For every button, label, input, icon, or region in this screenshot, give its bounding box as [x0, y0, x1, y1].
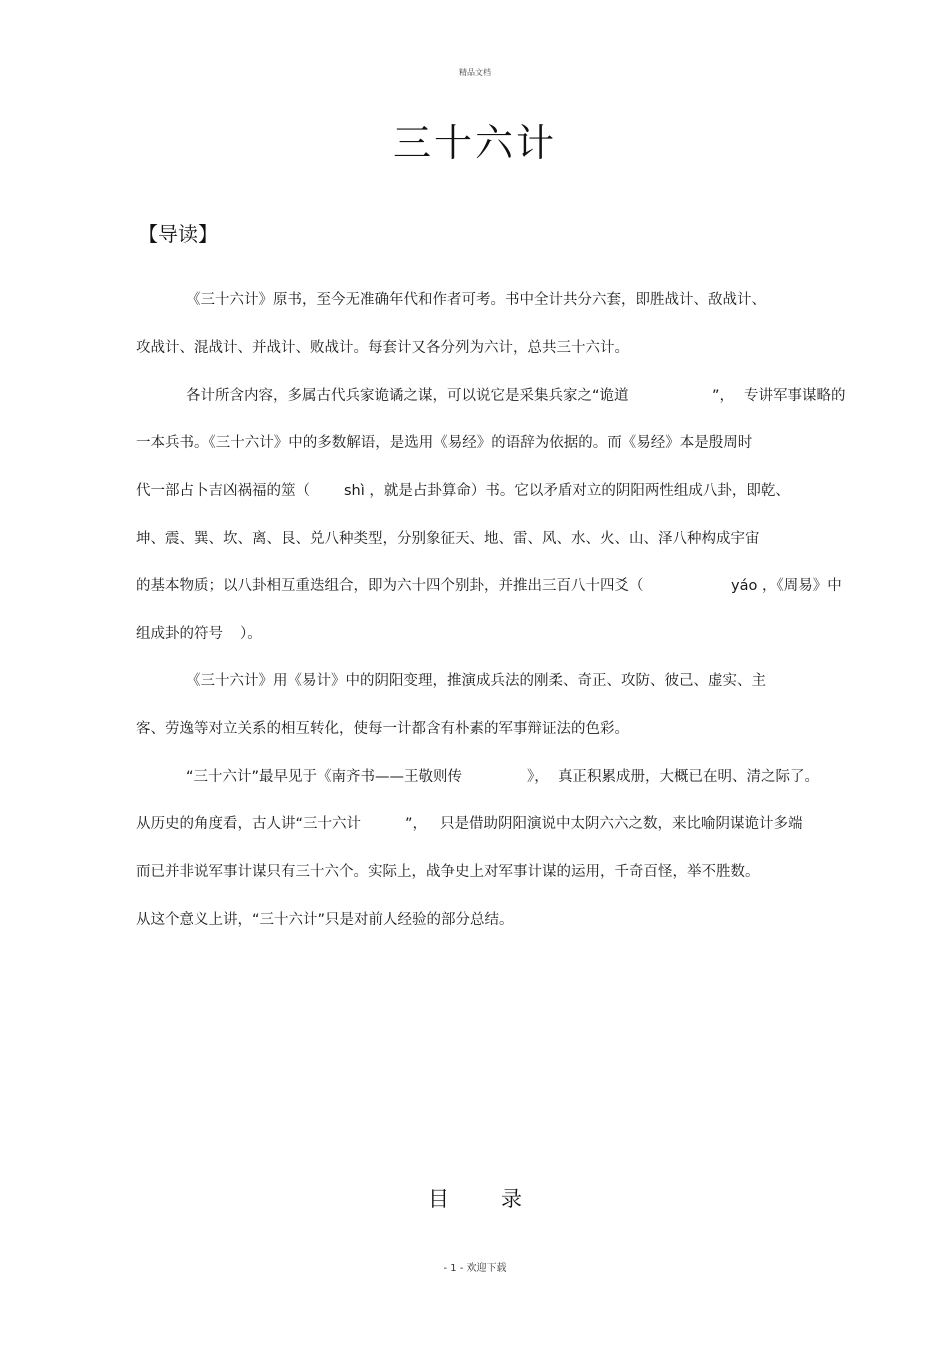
toc-title-char: 目 — [428, 1187, 449, 1211]
text-line: 一本兵书。《三十六计》中的多数解语，是选用《易经》的语辞为依据的。而《易经》本是殷周时 — [136, 435, 753, 451]
text-line: 《三十六计》原书，至今无准确年代和作者可考。书中全计共分六套，即胜战计、敌战计、 — [186, 292, 766, 308]
section-heading: 【导读】 — [138, 222, 218, 246]
text-line: 《三十六计》用《易计》中的阴阳变理，推演成兵法的刚柔、奇正、攻防、彼己、虚实、主 — [186, 673, 766, 689]
text-line: 组成卦的符号 — [136, 626, 223, 642]
header-note: 精品文档 — [459, 68, 491, 77]
text-line: 从历史的角度看，古人讲“三十六计 — [136, 816, 362, 832]
text-line: ）。 — [240, 626, 262, 642]
text-line: “三十六计”最早见于《南齐书——王敬则传 — [186, 769, 463, 785]
page-footer: - 1 - 欢迎下载 — [443, 1263, 507, 1274]
text-line: 专讲军事谋略的 — [744, 388, 846, 404]
text-line: 》， — [527, 769, 549, 785]
text-line: 的基本物质；以八卦相互重迭组合，即为六十四个别卦，并推出三百八十四爻（ — [136, 578, 644, 594]
text-line: shì ，就是占卦算命）书。它以矛盾对立的阴阳两性组成八卦，即乾、 — [344, 483, 790, 499]
text-line: 只是借助阴阳演说中太阴六六之数，来比喻阴谋诡计多端 — [440, 816, 803, 832]
text-line: yáo ，《周易》中 — [731, 578, 842, 594]
toc-title-char: 录 — [501, 1187, 522, 1211]
text-line: 而已并非说军事计谋只有三十六个。实际上，战争史上对军事计谋的运用，千奇百怪，举不胜数。 — [136, 864, 760, 880]
toc-title — [0, 1183, 950, 1213]
text-line: 各计所含内容，多属古代兵家诡谲之谋，可以说它是采集兵家之“诡道 — [186, 388, 629, 404]
text-line: 攻战计、混战计、并战计、败战计。每套计又各分列为六计，总共三十六计。 — [136, 340, 629, 356]
text-line: ”， — [405, 816, 428, 832]
document-title: 三十六计 — [392, 121, 557, 165]
text-line: 从这个意义上讲，“三十六计”只是对前人经验的部分总结。 — [136, 912, 514, 928]
text-line: 坤、震、巽、坎、离、艮、兑八种类型，分别象征天、地、雷、风、水、火、山、泽八种构成宇宙 — [136, 531, 760, 547]
text-line: 代一部占卜吉凶祸福的筮（ — [136, 483, 310, 499]
text-line: 真正积累成册，大概已在明、清之际了。 — [558, 769, 819, 785]
text-line: ”， — [712, 388, 735, 404]
text-line: 客、劳逸等对立关系的相互转化，使每一计都含有朴素的军事辩证法的色彩。 — [136, 721, 629, 737]
